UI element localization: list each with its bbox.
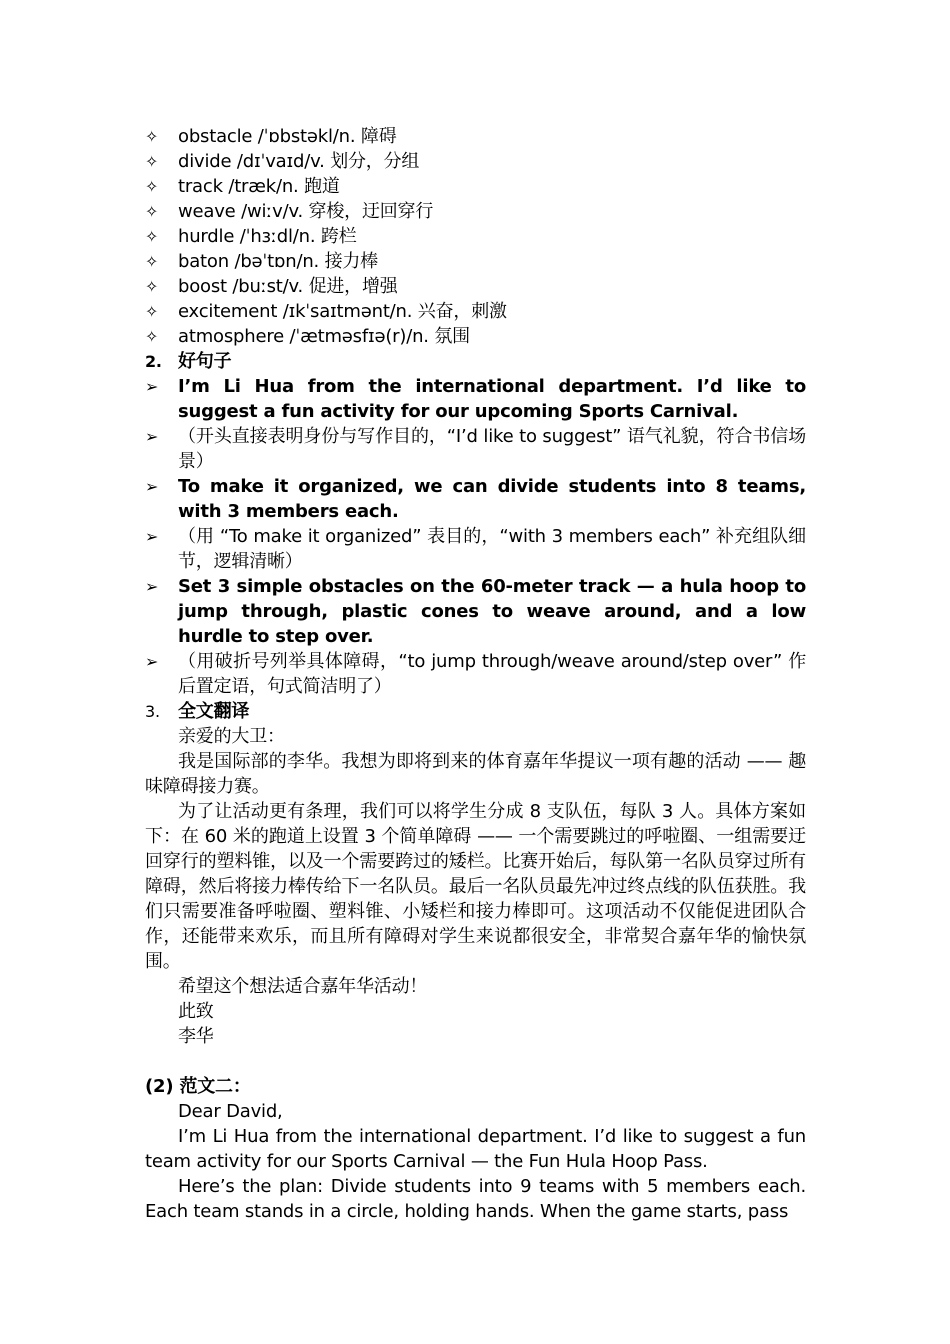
spacer bbox=[145, 1049, 806, 1074]
letter-paragraph: 为了让活动更有条理，我们可以将学生分成 8 支队伍，每队 3 人。具体方案如下：在 60 米的跑道上设置 3 个简单障碍 —— 一个需要跳过的呼啦圈、一组需要迂回穿行的塑料锥，以及一个需要跨过的矮栏。比赛开始后，每队第一名队员穿过所有障碍，然后将接力棒传给下一名队员。最后一名队员最先冲过终点线的队伍获胜。我们只需要准备呼啦圈、塑料锥、小矮栏和接力棒即可。这项活动不仅能促进团队合作，还能带来欢乐，而且所有障碍对学生来说都很安全，非常契合嘉年华的愉快氛围。 bbox=[145, 801, 806, 972]
vocab-item bbox=[145, 174, 806, 199]
vocab-item bbox=[145, 249, 806, 274]
vocab-text: weave /wiːv/v. 穿梭，迂回穿行 bbox=[178, 201, 434, 222]
note-text: （用 “To make it organized” 表目的，“with 3 members each” 补充组队细节，逻辑清晰） bbox=[178, 526, 806, 572]
note-text: （开头直接表明身份与写作目的，“I’d like to suggest” 语气礼貌，符合书信场景） bbox=[178, 426, 806, 472]
section-title: 全文翻译 bbox=[178, 701, 250, 722]
document-page bbox=[145, 124, 806, 1224]
star-bullet-icon: ✧ bbox=[145, 327, 159, 346]
star-bullet-icon: ✧ bbox=[145, 252, 159, 271]
sentence-item bbox=[145, 374, 806, 424]
arrow-bullet-icon: ➢ bbox=[145, 427, 159, 446]
vocab-text: baton /bəˈtɒn/n. 接力棒 bbox=[178, 251, 378, 272]
section-heading bbox=[145, 349, 806, 374]
letter-paragraph: Here’s the plan: Divide students into 9 teams with 5 members each. Each team stands in a circle, holding hands. When the game starts, pass bbox=[145, 1176, 806, 1222]
sentence-text: To make it organized, we can divide students into 8 teams, with 3 members each. bbox=[178, 476, 806, 522]
vocab-text: divide /dɪˈvaɪd/v. 划分，分组 bbox=[178, 151, 420, 172]
vocab-item bbox=[145, 324, 806, 349]
vocab-text: track /træk/n. 跑道 bbox=[178, 176, 340, 197]
star-bullet-icon: ✧ bbox=[145, 302, 159, 321]
vocab-text: excitement /ɪkˈsaɪtmənt/n. 兴奋，刺激 bbox=[178, 301, 507, 322]
vocab-item bbox=[145, 199, 806, 224]
vocab-text: obstacle /ˈɒbstəkl/n. 障碍 bbox=[178, 126, 397, 147]
vocabulary-list bbox=[145, 124, 806, 349]
star-bullet-icon: ✧ bbox=[145, 202, 159, 221]
section-heading bbox=[145, 699, 806, 724]
arrow-bullet-icon: ➢ bbox=[145, 577, 159, 596]
star-bullet-icon: ✧ bbox=[145, 127, 159, 146]
model-essay-2 bbox=[145, 1074, 806, 1224]
letter-paragraph: I’m Li Hua from the international department. I’d like to suggest a fun team activity for our Sports Carnival — the Fun Hula Hoop Pass. bbox=[145, 1126, 806, 1172]
section-number: 3. bbox=[145, 702, 160, 721]
sentence-note bbox=[145, 424, 806, 474]
arrow-bullet-icon: ➢ bbox=[145, 527, 159, 546]
arrow-bullet-icon: ➢ bbox=[145, 652, 159, 671]
vocab-text: boost /buːst/v. 促进，增强 bbox=[178, 276, 398, 297]
star-bullet-icon: ✧ bbox=[145, 177, 159, 196]
letter-paragraph: 希望这个想法适合嘉年华活动！ bbox=[178, 976, 428, 997]
letter-greeting: 亲爱的大卫： bbox=[178, 726, 285, 747]
arrow-bullet-icon: ➢ bbox=[145, 477, 159, 496]
arrow-bullet-icon: ➢ bbox=[145, 377, 159, 396]
sentence-item bbox=[145, 474, 806, 524]
section-number: 2. bbox=[145, 352, 162, 371]
good-sentences-section bbox=[145, 349, 806, 699]
vocab-text: atmosphere /ˈætməsfɪə(r)/n. 氛围 bbox=[178, 326, 470, 347]
sentence-text: I’m Li Hua from the international department. I’d like to suggest a fun activity for our upcoming Sports Carnival. bbox=[178, 376, 806, 422]
letter-greeting: Dear David, bbox=[178, 1101, 283, 1122]
letter-paragraph: 我是国际部的李华。我想为即将到来的体育嘉年华提议一项有趣的活动 —— 趣味障碍接力赛。 bbox=[145, 751, 806, 797]
star-bullet-icon: ✧ bbox=[145, 152, 159, 171]
sentence-note bbox=[145, 524, 806, 574]
note-text: （用破折号列举具体障碍，“to jump through/weave around/step over” 作后置定语，句式简洁明了） bbox=[178, 651, 806, 697]
vocab-item bbox=[145, 124, 806, 149]
sentence-note bbox=[145, 649, 806, 699]
model-heading: (2) 范文二： bbox=[145, 1076, 251, 1097]
vocab-item bbox=[145, 299, 806, 324]
section-title: 好句子 bbox=[178, 351, 232, 372]
star-bullet-icon: ✧ bbox=[145, 277, 159, 296]
letter-signature: 李华 bbox=[178, 1026, 214, 1047]
sentence-text: Set 3 simple obstacles on the 60-meter track — a hula hoop to jump through, plastic cones to weave around, and a low hurdle to step over. bbox=[178, 576, 806, 647]
vocab-text: hurdle /ˈhɜːdl/n. 跨栏 bbox=[178, 226, 357, 247]
letter-closing: 此致 bbox=[178, 1001, 214, 1022]
star-bullet-icon: ✧ bbox=[145, 227, 159, 246]
vocab-item bbox=[145, 149, 806, 174]
vocab-item bbox=[145, 224, 806, 249]
sentence-item bbox=[145, 574, 806, 649]
translation-section bbox=[145, 699, 806, 1049]
vocab-item bbox=[145, 274, 806, 299]
